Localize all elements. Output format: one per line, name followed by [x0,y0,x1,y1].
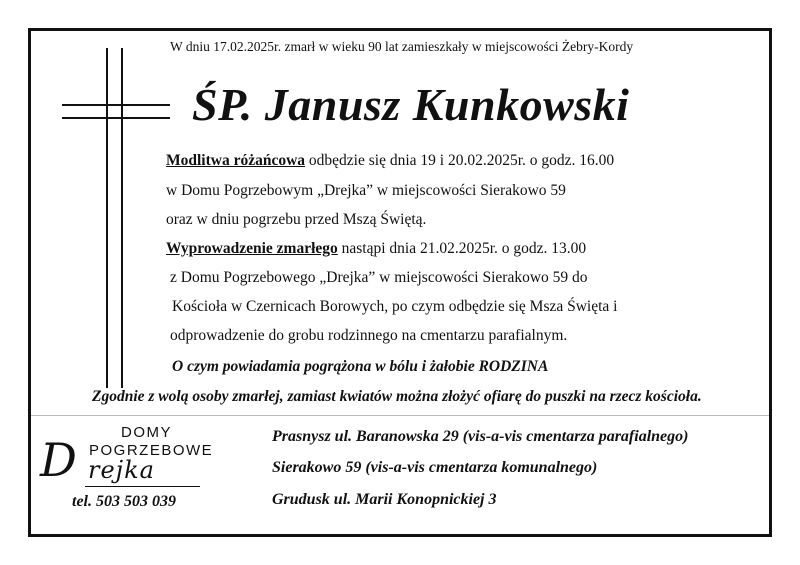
phone-number: tel. 503 503 039 [72,493,176,510]
procession-from: z Domu Pogrzebowego „Drejka” w miejscowości Sierakowo 59 do [170,269,588,286]
donation-note: Zgodnie z wolą osoby zmarłej, zamiast kwiatów można złożyć ofiarę do puszki na rzecz kościoła. [92,388,702,405]
rosary-details: odbędzie się dnia 19 i 20.02.2025r. o godz. 16.00 [305,152,615,169]
logo-initial: D [40,433,77,487]
address-line: Prasnysz ul. Baranowska 29 (vis-a-vis cmentarza parafialnego) [272,428,689,445]
logo-underline [85,486,200,487]
family-notice: O czym powiadamia pogrążona w bólu i żałobie RODZINA [172,358,549,375]
address-line: Sierakowo 59 (vis-a-vis cmentarza komunalnego) [272,459,598,476]
rosary-heading: Modlitwa różańcowa [166,152,306,169]
rosary-place: w Domu Pogrzebowym „Drejka” w miejscowości Sierakowo 59 [166,182,566,199]
death-announcement-intro: W dniu 17.02.2025r. zmarł w wieku 90 lat zamieszkały w miejscowości Żebry-Kordy [170,39,634,54]
cross-icon [106,48,108,388]
cross-icon-bar-2 [62,117,170,119]
rosary-line [166,152,614,170]
logo-pogrzebowe: POGRZEBOWE [89,442,214,459]
logo-name: rejka [88,456,155,484]
cross-icon-bar [62,104,170,106]
logo-domy: DOMY [121,424,172,441]
deceased-name: ŚP. Janusz Kunkowski [192,79,630,130]
rosary-extra: oraz w dniu pogrzebu przed Mszą Świętą. [166,211,427,228]
procession-heading: Wyprowadzenie zmarłego [166,240,338,257]
divider [31,415,769,416]
cross-icon-line [121,48,123,388]
address-line: Grudusk ul. Marii Konopnickiej 3 [272,491,497,508]
procession-details: nastąpi dnia 21.02.2025r. o godz. 13.00 [337,240,587,257]
procession-burial: odprowadzenie do grobu rodzinnego na cmentarzu parafialnym. [170,327,568,344]
procession-line [166,240,586,258]
procession-church: Kościoła w Czernicach Borowych, po czym odbędzie się Msza Święta i [172,298,618,315]
